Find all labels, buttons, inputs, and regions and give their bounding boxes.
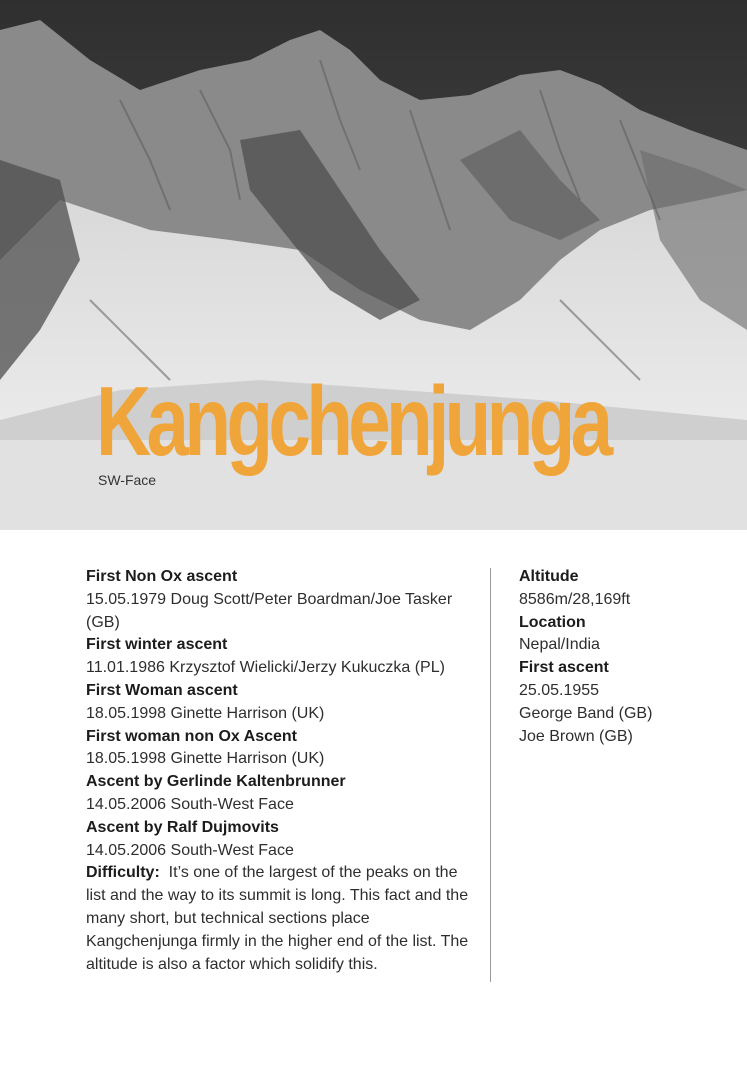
first-woman-ascent-heading: First Woman ascent: [86, 681, 238, 699]
location-label: Location: [519, 613, 586, 631]
page-subtitle: SW-Face: [98, 472, 157, 488]
first-woman-ascent-value: 18.05.1998 Ginette Harrison (UK): [86, 704, 325, 722]
first-non-ox-ascent-value: 15.05.1979 Doug Scott/Peter Boardman/Joe Tasker (GB): [86, 590, 453, 631]
location-value: Nepal/India: [519, 636, 600, 654]
difficulty-paragraph: [86, 862, 481, 976]
first-ascent-label: First ascent: [519, 659, 609, 677]
first-ascent-climber: Joe Brown (GB): [519, 727, 633, 745]
summary-column: [519, 566, 719, 748]
dujmovits-ascent-heading: Ascent by Ralf Dujmovits: [86, 818, 279, 836]
column-divider: [490, 568, 491, 982]
difficulty-text: It’s one of the largest of the peaks on the list and the way to its summit is long. This fact and the many short, but technical sections place Kangchenjunga firmly in the higher end of the list. The altitude is also a factor which solidify this.: [86, 864, 469, 973]
difficulty-label: Difficulty:: [86, 864, 160, 882]
kaltenbrunner-ascent-value: 14.05.2006 South-West Face: [86, 795, 294, 813]
first-ascent-climber: George Band (GB): [519, 704, 653, 722]
altitude-value: 8586m/28,169ft: [519, 590, 631, 608]
altitude-label: Altitude: [519, 568, 579, 585]
ascent-history-column: [86, 566, 481, 976]
dujmovits-ascent-value: 14.05.2006 South-West Face: [86, 841, 294, 859]
first-non-ox-ascent-heading: First Non Ox ascent: [86, 568, 238, 585]
hero-mountain-photo: [0, 0, 747, 530]
first-woman-non-ox-value: 18.05.1998 Ginette Harrison (UK): [86, 750, 325, 768]
page-title: Kangchenjunga: [96, 366, 609, 476]
kaltenbrunner-ascent-heading: Ascent by Gerlinde Kaltenbrunner: [86, 773, 346, 791]
first-ascent-date: 25.05.1955: [519, 681, 600, 699]
first-winter-ascent-heading: First winter ascent: [86, 636, 228, 654]
first-winter-ascent-value: 11.01.1986 Krzysztof Wielicki/Jerzy Kukuczka (PL): [86, 659, 445, 677]
first-woman-non-ox-heading: First woman non Ox Ascent: [86, 727, 297, 745]
